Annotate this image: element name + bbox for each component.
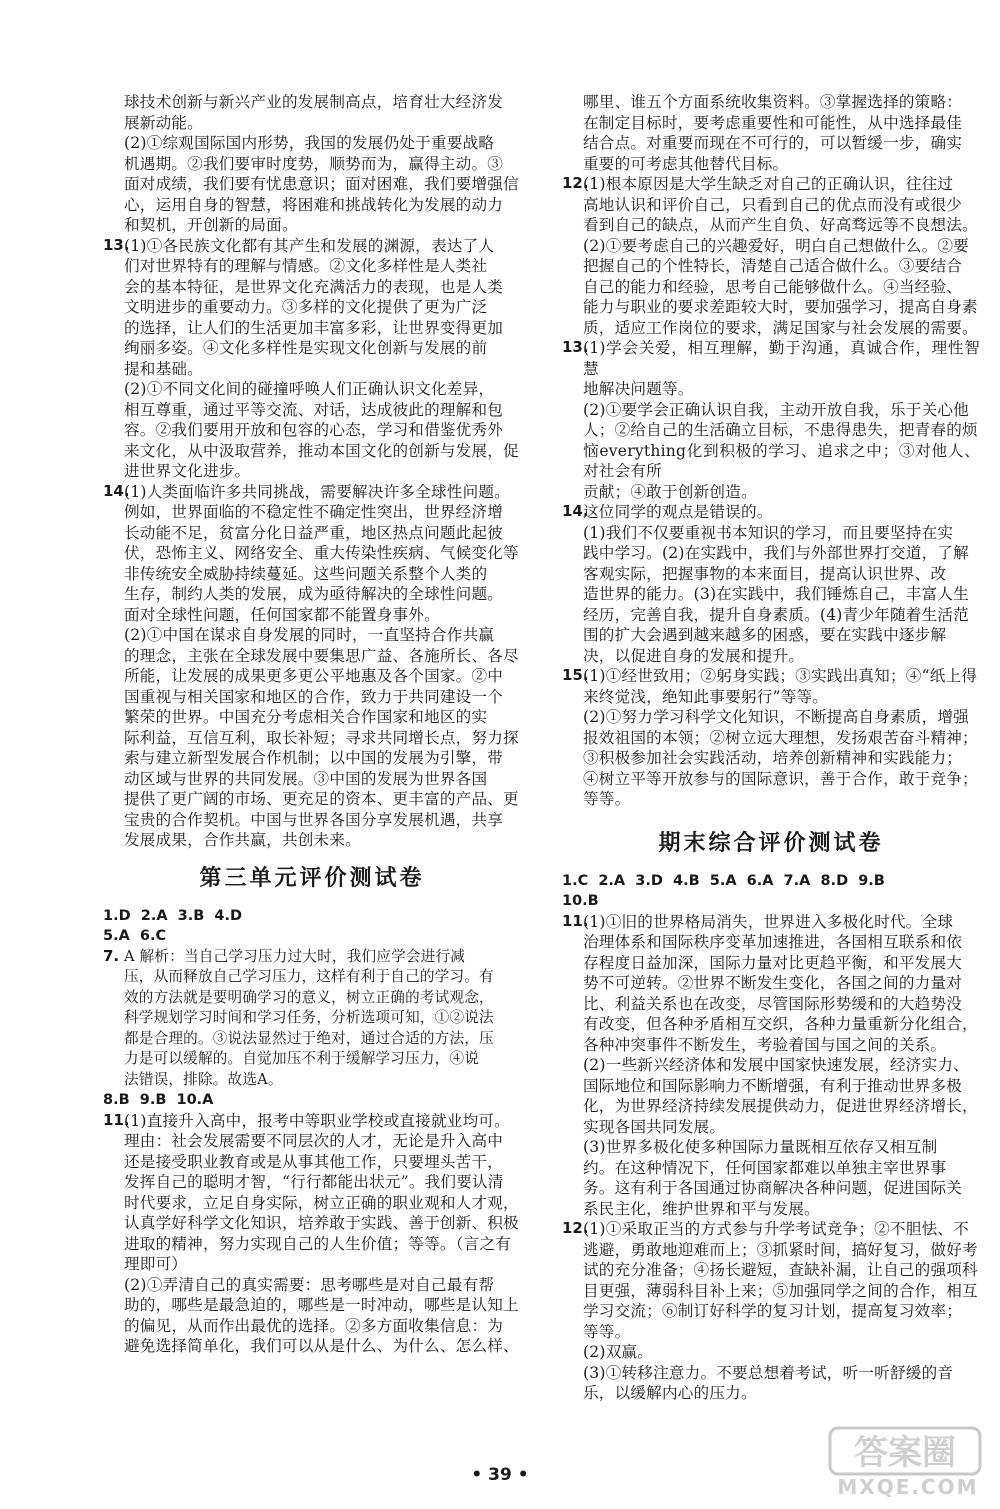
text-line: 还是接受职业教育或是从事其他工作，只要埋头苦干， bbox=[124, 1152, 504, 1171]
text-line: 系民主化，维护世界和平与发展。 bbox=[583, 1199, 820, 1218]
text-line: 的选择，让人们的生活更加丰富多彩，让世界变得更加 bbox=[124, 318, 504, 337]
text-line: ③积极参加社会实践活动，培养创新精神和实践能力； bbox=[583, 749, 963, 767]
text-line: 动区域与世界的共同发展。③中国的发展为世界各国 bbox=[124, 769, 488, 788]
text-line: 长动能不足，贫富分化日益严重，地区热点问题此起彼 bbox=[124, 523, 504, 542]
text-line: 发展成果，合作共赢，共创未来。 bbox=[124, 831, 361, 849]
question-number: 7. bbox=[103, 946, 120, 965]
text-line: 造世界的能力。(3)在实践中，我们锤炼自己，丰富人生 bbox=[583, 585, 969, 603]
text-line: (2)双赢。 bbox=[583, 1343, 654, 1361]
text-line: A 解析：当自己学习压力过大时，我们应学会进行减 bbox=[124, 947, 466, 965]
question-13 bbox=[103, 236, 521, 482]
text-line: 容。②我们要用开放和包容的心态，学习和借鉴优秀外 bbox=[124, 421, 504, 439]
text-line: 伏，恐怖主义、网络安全、重大传染性疾病、气候变化等 bbox=[124, 544, 519, 562]
text-line: 际利益，互信互利，取长补短；寻求共同增长点，努力探 bbox=[124, 728, 519, 747]
text-line: 都是合理的。③说法显然过于绝对，通过合适的方法，压 bbox=[124, 1029, 494, 1047]
text-line: 看到自己的缺点，从而产生自负、好高骛远等不良想法。 bbox=[583, 216, 978, 234]
text-line: 助的，哪些是最急迫的，哪些是一时冲动，哪些是认知上 bbox=[124, 1296, 519, 1314]
text-line: (2)①努力学习科学文化知识，不断提高自身素质，增强 bbox=[583, 708, 969, 726]
text-line: (3)世界多极化使多种国际力量既相互依存又相互制 bbox=[583, 1138, 938, 1156]
text-line: 心，运用自身的智慧，将困难和挑战转化为发展的动力 bbox=[124, 195, 504, 214]
text-line: 发挥自己的聪明才智，“行行都能出状元”。我们要认清 bbox=[124, 1173, 504, 1191]
question-number: 14. bbox=[562, 502, 589, 520]
text-line: 实现各国共同发展。 bbox=[583, 1117, 726, 1136]
text-line: 务。这有利于各国通过协商解决各种问题，促进国际关 bbox=[583, 1179, 963, 1197]
text-line: 展新动能。 bbox=[124, 113, 203, 132]
text-line: 科学规划学习时间和学习任务，分析选项可知，①②说法 bbox=[124, 1009, 494, 1026]
text-line: 面对全球性问题，任何国家都不能置身事外。 bbox=[124, 605, 440, 624]
question-number: 13. bbox=[562, 338, 589, 356]
text-line: 比、利益关系也在改变，尽管国际形势缓和的大趋势没 bbox=[583, 994, 963, 1013]
answer-line: 1.D 2.A 3.B 4.D bbox=[103, 907, 243, 924]
text-line: 试的充分准备；④扬长避短，查缺补漏，让自己的强项科 bbox=[583, 1261, 978, 1279]
question-14 bbox=[103, 482, 521, 851]
right-column bbox=[562, 92, 980, 1404]
text-line: 自己的能力和经验，思考自己能够做什么。④当经验、 bbox=[583, 277, 963, 296]
text-line: 重要的可考虑其他替代目标。 bbox=[583, 154, 789, 173]
text-line: 们对世界特有的理解与情感。②文化多样性是人类社 bbox=[124, 257, 488, 275]
text-line: 例如，世界面临的不稳定性不确定性突出，世界经济增 bbox=[124, 503, 504, 521]
text-line: 目更强，薄弱科目补上来；⑤加强同学之间的合作，相互 bbox=[583, 1281, 978, 1300]
text-line: 生存，制约人类的发展，成为亟待解决的全球性问题。 bbox=[124, 585, 504, 603]
section-title-final: 期末综合评价测试卷 bbox=[658, 830, 884, 856]
text-line: 围的扩大会遇到越来越多的困惑，要在实践中逐步解 bbox=[583, 626, 947, 644]
text-line: 来终觉浅，绝知此事要躬行”等等。 bbox=[583, 687, 829, 706]
text-line: 理由：社会发展需要不同层次的人才，无论是升入高中 bbox=[124, 1132, 504, 1150]
text-line: (2)①不同文化间的碰撞呼唤人们正确认识文化差异， bbox=[124, 380, 495, 398]
text-line: (1)学会关爱，相互理解，勤于沟通，真诚合作，理性智慧 bbox=[583, 339, 980, 378]
text-line: 机遇期。②我们要审时度势，顺势而为，赢得主动。③ bbox=[124, 154, 504, 173]
question-12 bbox=[562, 1219, 980, 1404]
question-number: 15. bbox=[562, 666, 589, 684]
text-line: (1)根本原因是大学生缺乏对自己的正确认识，往往过 bbox=[583, 175, 954, 193]
question-number: 13. bbox=[103, 235, 130, 254]
text-line: 认真学好科学文化知识，培养敢于实践、善于创新、积极 bbox=[124, 1214, 519, 1232]
text-line: 面对成绩，我们要有忧患意识；面对困难，我们要增强信 bbox=[124, 175, 519, 193]
text-line: 非传统安全威胁持续蔓延。这些问题关系整个人类的 bbox=[124, 564, 488, 583]
left-column bbox=[103, 92, 521, 1357]
text-line: 压，从而释放自己学习压力，这样有利于自己的学习。有 bbox=[124, 968, 494, 985]
text-line: 等等。 bbox=[583, 790, 631, 808]
text-line: 存程度日益加深，国际力量对比更趋平衡，和平发展大 bbox=[583, 953, 963, 972]
text-line: 繁荣的世界。中国充分考虑相关合作国家和地区的实 bbox=[124, 708, 488, 726]
question-number: 12. bbox=[562, 1219, 589, 1237]
text-line: 高地认识和评价自己，只看到自己的优点而没有或很少 bbox=[583, 195, 963, 214]
left-continuation bbox=[103, 92, 521, 236]
text-line: 力是可以缓解的。自觉加压不利于缓解学习压力，④说 bbox=[124, 1050, 480, 1067]
text-line: (2)①要考虑自己的兴趣爱好，明白自己想做什么。②要 bbox=[583, 236, 969, 255]
question-number: 11. bbox=[562, 911, 589, 930]
text-line: (2)①要学会正确认识自我，主动开放自我，乐于关心他 bbox=[583, 400, 969, 419]
question-number: 11. bbox=[103, 1110, 130, 1129]
text-line: 避免选择简单化，我们可以从是什么、为什么、怎么样、 bbox=[124, 1337, 519, 1355]
text-line: 球技术创新与新兴产业的发展制高点，培育壮大经济发 bbox=[124, 93, 504, 111]
text-line: 国际地位和国际影响力不断增强，有利于推动世界多极 bbox=[583, 1076, 963, 1095]
text-line: 相互尊重，通过平等交流、对话，达成彼此的理解和包 bbox=[124, 400, 504, 419]
text-line: 客观实际，把握事物的本来面目，提高认识世界、改 bbox=[583, 564, 947, 583]
text-line: 效的方法就是要明确学习的意义，树立正确的考试观念， bbox=[124, 988, 494, 1006]
text-line: ④树立平等开放参与的国际意识，善于合作，敢于竞争； bbox=[583, 769, 978, 788]
text-line: (1)直接升入高中，报考中等职业学校或直接就业均可。 bbox=[124, 1111, 510, 1130]
question-number: 14. bbox=[103, 481, 130, 500]
text-line: 贡献；④敢于创新创造。 bbox=[583, 482, 757, 501]
text-line: 文明进步的重要动力。③多样的文化提供了更为广泛 bbox=[124, 298, 488, 316]
text-line: 决，以促进自身的发展和提升。 bbox=[583, 646, 805, 665]
text-line: 时代要求，立足自身实际，树立正确的职业观和人才观， bbox=[124, 1193, 519, 1212]
text-line: 势不可逆转。②世界不断发生变化，各国之间的力量对 bbox=[583, 974, 963, 992]
text-line: 约。在这种情况下，任何国家都难以单独主宰世界事 bbox=[583, 1158, 947, 1177]
text-line: (2)①中国在谋求自身发展的同时，一直坚持合作共赢 bbox=[124, 626, 495, 644]
text-line: 结合点。对重要而现在不可行的，可以暂缓一步，确实 bbox=[583, 134, 963, 152]
text-line: 提和基础。 bbox=[124, 359, 203, 378]
text-line: (1)我们不仅要重视书本知识的学习，而且要坚持在实 bbox=[583, 523, 954, 542]
question-number: 12. bbox=[562, 174, 589, 192]
answer-line: 10.B bbox=[562, 893, 599, 909]
text-line: 化，为世界经济持续发展提供动力，促进世界经济增长， bbox=[583, 1097, 978, 1115]
question-11 bbox=[562, 912, 980, 1220]
question-14 bbox=[562, 502, 980, 666]
question-11 bbox=[103, 1111, 521, 1357]
text-line: (1)①经世致用；②躬身实践；③实践出真知；④“纸上得 bbox=[583, 667, 978, 685]
text-line: 质，适应工作岗位的要求，满足国家与社会发展的需要。 bbox=[583, 318, 978, 337]
answer-line: 5.A 6.C bbox=[103, 928, 167, 944]
question-15 bbox=[562, 666, 980, 810]
text-line: 践中学习。(2)在实践中，我们与外部世界打交道，了解 bbox=[583, 544, 969, 562]
text-line: 经历，完善自我，提升自身素质。(4)青少年随着生活范 bbox=[583, 605, 969, 624]
text-line: 逃避，勇敢地迎难而上；③抓紧时间，搞好复习，做好考 bbox=[583, 1240, 978, 1259]
text-line: (1)①各民族文化都有其产生和发展的渊源，表达了人 bbox=[124, 236, 495, 255]
section-title-unit3: 第三单元评价测试卷 bbox=[199, 865, 425, 891]
text-line: 和契机，开创新的局面。 bbox=[124, 216, 298, 234]
right-continuation bbox=[562, 92, 980, 174]
text-line: 的理念，主张在全球发展中要集思广益、各施所长、各尽 bbox=[124, 646, 519, 665]
text-line: 能力与职业的要求差距较大时，要加强学习，提高自身素 bbox=[583, 298, 978, 316]
text-line: (3)①转移注意力。不要总想着考试，听一听舒缓的音 bbox=[583, 1363, 954, 1382]
text-line: 进世界文化进步。 bbox=[124, 462, 251, 480]
text-line: 来文化，从中汲取营养，推动本国文化的创新与发展，促 bbox=[124, 441, 519, 460]
text-line: 在制定目标时，要考虑重要性和可能性，从中选择最佳 bbox=[583, 113, 963, 132]
question-12 bbox=[562, 174, 980, 338]
text-line: 所能，让发展的成果更多更公平地惠及各个国家。②中 bbox=[124, 667, 504, 685]
watermark-logo-icon bbox=[790, 1422, 990, 1500]
text-line: 地解决问题等。 bbox=[583, 380, 694, 398]
text-line: 理即可） bbox=[124, 1255, 188, 1273]
text-line: 有改变，但各种矛盾相互交织，各种力量重新分化组合， bbox=[583, 1015, 978, 1033]
question-13 bbox=[562, 338, 980, 502]
watermark-logo bbox=[790, 1422, 990, 1500]
text-line: (2)一些新兴经济体和发展中国家快速发展，经济实力、 bbox=[583, 1056, 969, 1074]
text-line: (1)①采取正当的方式参与升学考试竞争；②不胆怯、不 bbox=[583, 1220, 969, 1238]
text-line: 这位同学的观点是错误的。 bbox=[583, 503, 773, 521]
text-line: (1)人类面临许多共同挑战，需要解决许多全球性问题。 bbox=[124, 482, 510, 501]
text-line: 宝贵的合作契机。中国与世界各国分享发展机遇，共享 bbox=[124, 810, 504, 829]
question-7 bbox=[103, 947, 521, 1091]
answer-line: 1.C 2.A 3.D 4.B 5.A 6.A 7.A 8.D 9.B bbox=[562, 872, 885, 889]
text-line: (1)①旧的世界格局消失，世界进入多极化时代。全球 bbox=[583, 912, 954, 931]
text-line: (2)①综观国际国内形势，我国的发展仍处于重要战略 bbox=[124, 134, 495, 152]
text-line: 把握自己的个性特长，清楚自己适合做什么。③要结合 bbox=[583, 257, 963, 275]
text-line: 提供了更广阔的市场、更充足的资本、更丰富的产品、更 bbox=[124, 790, 519, 808]
text-line: 进取的精神，努力实现自己的人生价值；等等。（言之有 bbox=[124, 1234, 512, 1253]
page-number: • 39 • bbox=[471, 1465, 529, 1485]
text-line: 索与建立新型发展合作机制；以中国的发展为引擎，带 bbox=[124, 749, 504, 767]
text-line: 乐，以缓解内心的压力。 bbox=[583, 1384, 757, 1402]
answer-line: 8.B 9.B 10.A bbox=[103, 1092, 214, 1108]
text-line: 的偏见，从而作出最优的选择。②多方面收集信息：为 bbox=[124, 1316, 504, 1335]
text-line: 法错误，排除。故选A。 bbox=[124, 1070, 283, 1088]
text-line: 学习交流；⑥制订好科学的复习计划，提高复习效率； bbox=[583, 1302, 963, 1320]
text-line: (2)①弄清自己的真实需要：思考哪些是对自己最有帮 bbox=[124, 1275, 495, 1294]
text-line: 人；②给自己的生活确立目标，不患得患失，把青春的烦 bbox=[583, 421, 978, 439]
text-line: 治理体系和国际秩序变革加速推进，各国相互联系和依 bbox=[583, 933, 963, 951]
text-line: 会的基本特征，是世界文化充满活力的表现，也是人类 bbox=[124, 277, 504, 296]
text-line: 各种冲突事件不断发生，考验着国与国之间的关系。 bbox=[583, 1035, 947, 1054]
text-line: 等等。 bbox=[583, 1322, 631, 1341]
text-line: 哪里、谁五个方面系统收集资料。③掌握选择的策略： bbox=[583, 93, 963, 111]
text-line: 报效祖国的本领；②树立远大理想，发扬艰苦奋斗精神； bbox=[583, 728, 978, 747]
text-line: 国重视与相关国家和地区的合作，致力于共同建设一个 bbox=[124, 687, 504, 706]
watermark-text: 答案圈 bbox=[854, 1433, 956, 1473]
text-line: 绚丽多姿。④文化多样性是实现文化创新与发展的前 bbox=[124, 339, 488, 357]
text-line: 恼everything化到积极的学习、追求之中；③对他人、对社会有所 bbox=[583, 441, 980, 480]
watermark-url: MXQE.COM bbox=[837, 1475, 979, 1499]
